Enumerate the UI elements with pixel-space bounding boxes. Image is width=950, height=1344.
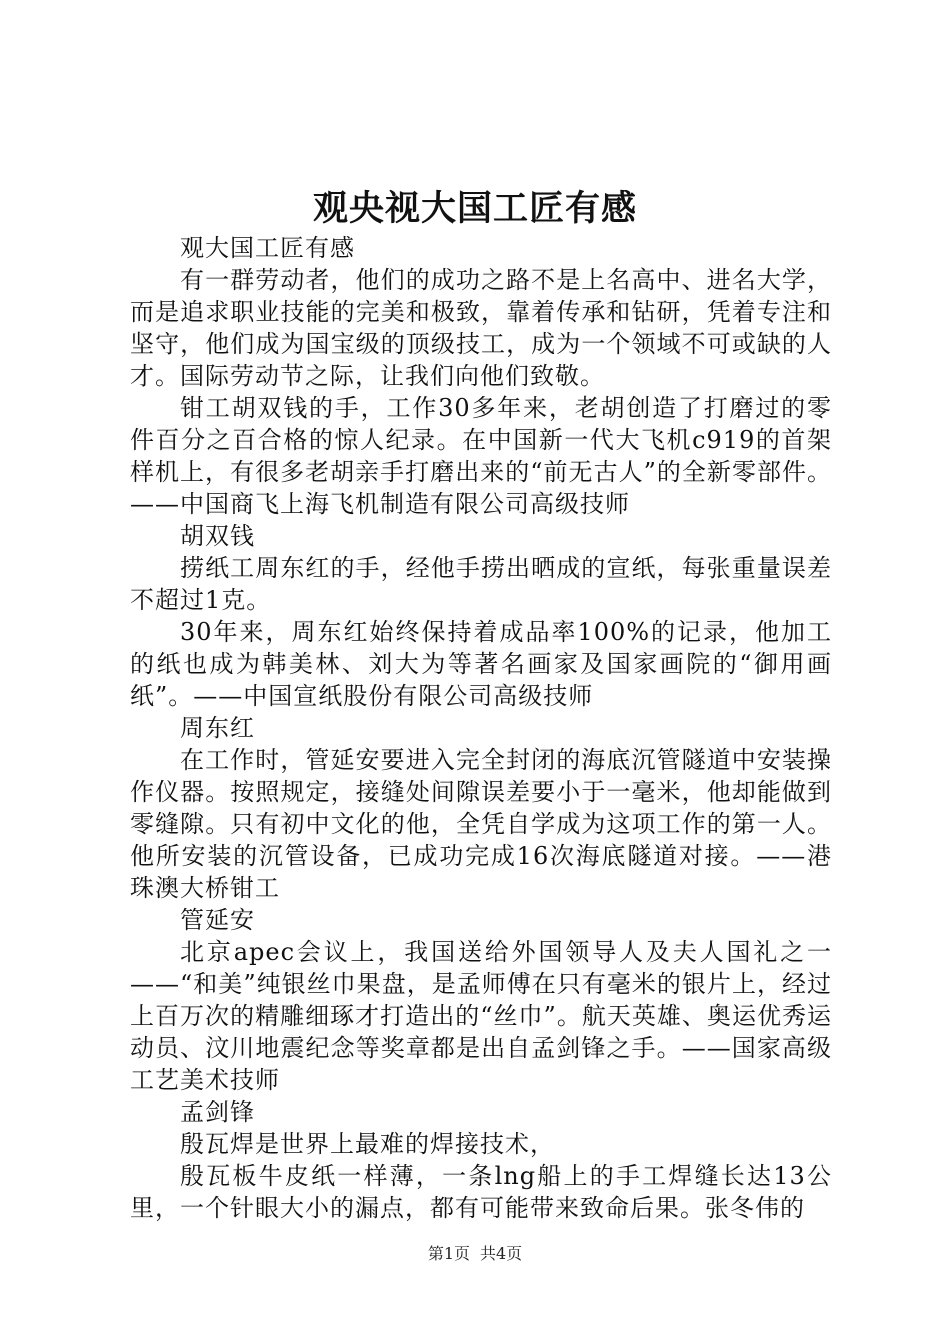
name-guan-yanan: 管延安 bbox=[180, 906, 255, 934]
paragraph-subtitle: 观大国工匠有感 bbox=[180, 234, 355, 262]
name-hu-shuangqian: 胡双钱 bbox=[180, 522, 255, 550]
name-meng-jianfeng: 孟剑锋 bbox=[180, 1098, 255, 1126]
document-body bbox=[130, 232, 832, 1224]
paragraph-invar-welding-1: 殷瓦焊是世界上最难的焊接技术， bbox=[180, 1130, 555, 1158]
name-zhou-donghong: 周东红 bbox=[180, 714, 255, 742]
page-footer bbox=[0, 1243, 950, 1265]
paragraph-intro: 有一群劳动者，他们的成功之路不是上名高中、进名大学，而是追求职业技能的完美和极致，靠着传承和钻研，凭着专注和坚守，他们成为国宝级的顶级技工，成为一个领域不可或缺的人才。国际劳动节之际，让我们向他们致敬。 bbox=[130, 266, 832, 390]
paragraph-invar-welding-2: 殷瓦板牛皮纸一样薄，一条lng船上的手工焊缝长达13公里，一个针眼大小的漏点，都有可能带来致命后果。张冬伟的 bbox=[130, 1162, 832, 1222]
page-number-total: 共4页 bbox=[480, 1244, 523, 1263]
paragraph-guan-yanan: 在工作时，管延安要进入完全封闭的海底沉管隧道中安装操作仪器。按照规定，接缝处间隙误差要小于一毫米，他却能做到零缝隙。只有初中文化的他，全凭自学成为这项工作的第一人。他所安装的沉管设备，已成功完成16次海底隧道对接。——港珠澳大桥钳工 bbox=[130, 746, 832, 902]
document-title: 观央视大国工匠有感 bbox=[312, 188, 637, 229]
paragraph-hu-shuangqian: 钳工胡双钱的手，工作30多年来，老胡创造了打磨过的零件百分之百合格的惊人纪录。在中国新一代大飞机c919的首架样机上，有很多老胡亲手打磨出来的“前无古人”的全新零部件。——中国商飞上海飞机制造有限公司高级技师 bbox=[130, 394, 832, 518]
paragraph-zhou-donghong-1: 捞纸工周东红的手，经他手捞出晒成的宣纸，每张重量误差不超过1克。 bbox=[130, 554, 832, 614]
paragraph-zhou-donghong-2: 30年来，周东红始终保持着成品率100%的记录，他加工的纸也成为韩美林、刘大为等著名画家及国家画院的“御用画纸”。——中国宣纸股份有限公司高级技师 bbox=[130, 618, 832, 710]
page-number-current: 第1页 bbox=[427, 1244, 470, 1263]
paragraph-meng-jianfeng: 北京apec会议上，我国送给外国领导人及夫人国礼之一——“和美”纯银丝巾果盘，是孟师傅在只有毫米的银片上，经过上百万次的精雕细琢才打造出的“丝巾”。航天英雄、奥运优秀运动员、汶川地震纪念等奖章都是出自孟剑锋之手。——国家高级工艺美术技师 bbox=[130, 938, 832, 1094]
